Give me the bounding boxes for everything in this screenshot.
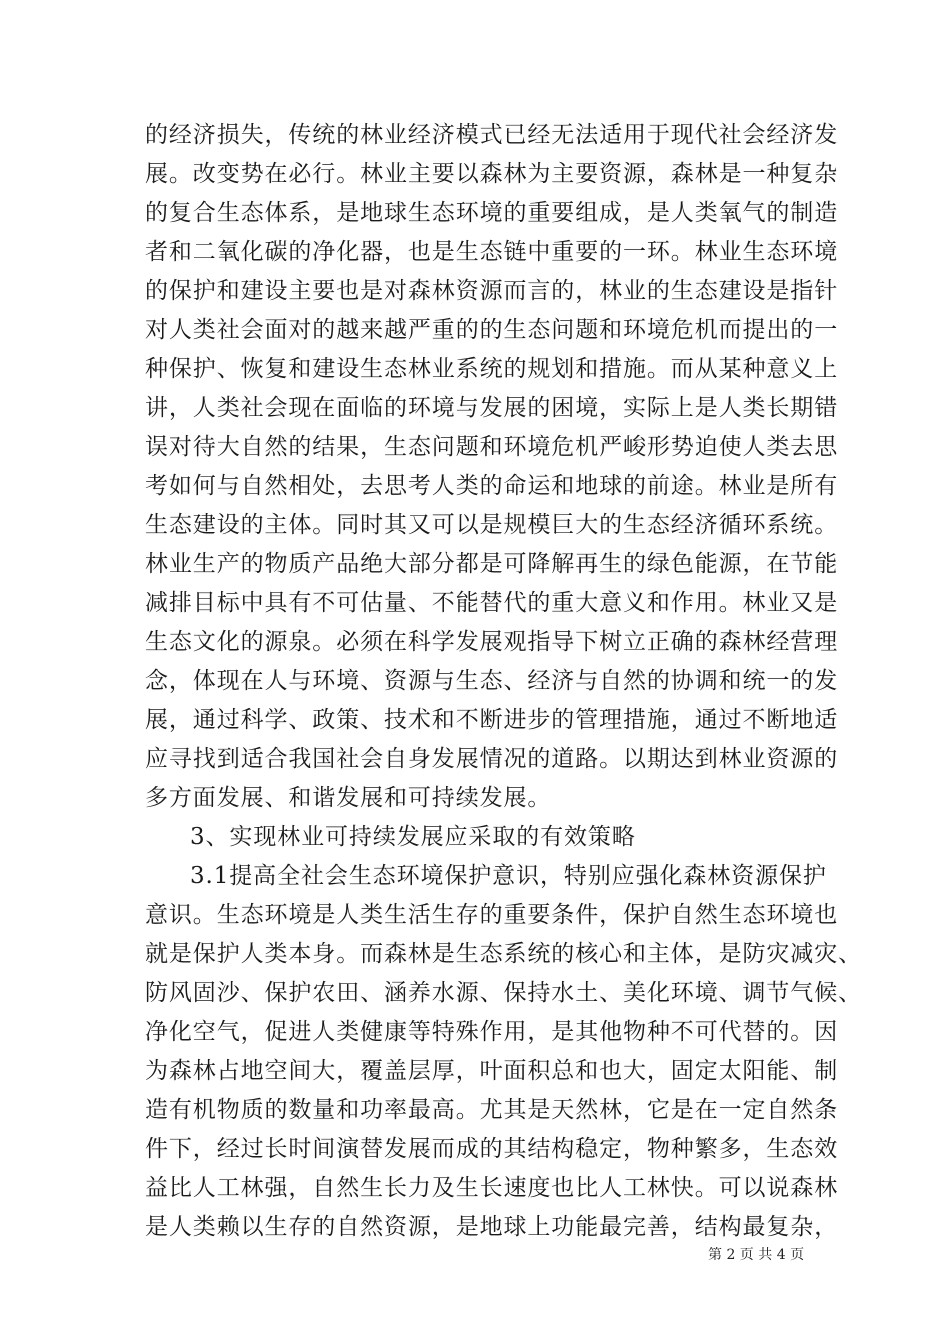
text-line: 对人类社会面对的越来越严重的的生态问题和环境危机而提出的一 xyxy=(145,317,839,343)
text-line: 意识。生态环境是人类生活生存的重要条件，保护自然生态环境也 xyxy=(145,902,839,928)
text-line: 生态建设的主体。同时其又可以是规模巨大的生态经济循环系统。 xyxy=(145,512,839,538)
page-number: 第 2 页 共 4 页 xyxy=(708,1247,805,1263)
text-line: 减排目标中具有不可估量、不能替代的重大意义和作用。林业又是 xyxy=(145,590,839,616)
text-line: 益比人工林强，自然生长力及生长速度也比人工林快。可以说森林 xyxy=(145,1175,839,1201)
text-line: 者和二氧化碳的净化器，也是生态链中重要的一环。林业生态环境 xyxy=(145,239,839,265)
text-line: 防风固沙、保护农田、涵养水源、保持水土、美化环境、调节气候、 xyxy=(145,980,862,1006)
text-line: 是人类赖以生存的自然资源，是地球上功能最完善，结构最复杂， xyxy=(145,1214,839,1240)
text-line: 3.1提高全社会生态环境保护意识，特别应强化森林资源保护 xyxy=(190,863,827,889)
text-line: 生态文化的源泉。必须在科学发展观指导下树立正确的森林经营理 xyxy=(145,629,839,655)
text-line: 造有机物质的数量和功率最高。尤其是天然林，它是在一定自然条 xyxy=(145,1097,839,1123)
text-line: 讲，人类社会现在面临的环境与发展的困境，实际上是人类长期错 xyxy=(145,395,839,421)
text-line: 误对待大自然的结果，生态问题和环境危机严峻形势迫使人类去思 xyxy=(145,434,839,460)
text-line: 的复合生态体系，是地球生态环境的重要组成，是人类氧气的制造 xyxy=(145,200,839,226)
text-line: 件下，经过长时间演替发展而成的其结构稳定，物种繁多，生态效 xyxy=(145,1136,839,1162)
text-line: 展。改变势在必行。林业主要以森林为主要资源，森林是一种复杂 xyxy=(145,161,839,187)
section-heading: 3、实现林业可持续发展应采取的有效策略 xyxy=(190,824,636,850)
text-line: 林业生产的物质产品绝大部分都是可降解再生的绿色能源，在节能 xyxy=(145,551,839,577)
text-line: 念，体现在人与环境、资源与生态、经济与自然的协调和统一的发 xyxy=(145,668,839,694)
text-line: 为森林占地空间大，覆盖层厚，叶面积总和也大，固定太阳能、制 xyxy=(145,1058,839,1084)
text-line: 的保护和建设主要也是对森林资源而言的，林业的生态建设是指针 xyxy=(145,278,839,304)
text-line: 净化空气，促进人类健康等特殊作用，是其他物种不可代替的。因 xyxy=(145,1019,839,1045)
text-line: 的经济损失，传统的林业经济模式已经无法适用于现代社会经济发 xyxy=(145,122,839,148)
text-line: 多方面发展、和谐发展和可持续发展。 xyxy=(145,785,552,811)
text-line: 展，通过科学、政策、技术和不断进步的管理措施，通过不断地适 xyxy=(145,707,839,733)
text-line: 考如何与自然相处，去思考人类的命运和地球的前途。林业是所有 xyxy=(145,473,839,499)
text-line: 就是保护人类本身。而森林是生态系统的核心和主体，是防灾减灾、 xyxy=(145,941,862,967)
text-line: 种保护、恢复和建设生态林业系统的规划和措施。而从某种意义上 xyxy=(145,356,839,382)
text-line: 应寻找到适合我国社会自身发展情况的道路。以期达到林业资源的 xyxy=(145,746,839,772)
